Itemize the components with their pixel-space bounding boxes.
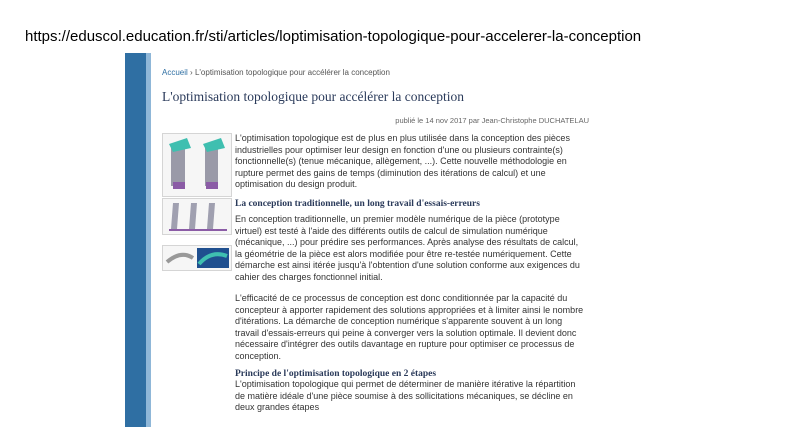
bracket-base-shape [171, 148, 185, 186]
bracket-optimized-shape [205, 148, 218, 186]
site-sidebar-edge [146, 53, 151, 427]
bracket-optimized-foot [206, 182, 218, 189]
part-iteration-1 [171, 203, 179, 229]
bracket-optimized-top [203, 138, 225, 152]
part-iteration-2 [189, 203, 197, 229]
breadcrumb-home-link[interactable]: Accueil [162, 68, 188, 77]
article-title: L'optimisation topologique pour accélérer la conception [162, 89, 464, 104]
breadcrumb [162, 68, 390, 77]
simulation-image [162, 245, 232, 271]
bracket-optimization-image [162, 133, 232, 197]
breadcrumb-current: L'optimisation topologique pour accélérer la conception [194, 68, 390, 77]
simulation-part-gray [167, 255, 193, 262]
part-iterations-image [162, 198, 232, 235]
paragraph-1: L'optimisation topologique est de plus en plus utilisée dans la conception des pièces industrielles pour optimiser leur design en fonction d'une ou plusieurs contrainte(s) fonctionnelle(s) (tenue mécanique, allègement, ...). Cette nouvelle méthodologie en rupture permet des gains de temps (diminution des itérations de calcul) et une optimisation du design produit. [235, 133, 570, 189]
simulation-panel [197, 248, 229, 268]
article-screenshot [125, 53, 619, 427]
paragraph-2: En conception traditionnelle, un premier modèle numérique de la pièce (prototype virtuel) est testé à l'aide des différents outils de calcul de simulation numérique (mécanique, ...) pour prédire ses performances. Après analyse des résultats de calcul, la géométrie de la pièce est alors modifiée pour être re-testée numériquement. Cette démarche est ainsi itérée jusqu'à l'obtention d'une solution conforme aux exigences du cahier des charges fonctionnel initial. [235, 214, 580, 282]
section-heading-topology-principle: Principe de l'optimisation topologique en 2 étapes [235, 369, 437, 379]
part-iterations-illustration [163, 199, 231, 234]
url-caption: https://eduscol.education.fr/sti/articles/loptimisation-topologique-pour-accelerer-la-conception [25, 28, 642, 45]
paragraph-4: L'optimisation topologique qui permet de déterminer de manière itérative la répartition de matière idéale d'une pièce soumise à des sollicitations mécaniques, se décline en deux grandes étapes [235, 379, 576, 412]
paragraph-3: L'efficacité de ce processus de conception est donc conditionnée par la capacité du concepteur à apporter rapidement des solutions appropriées et à limiter ainsi le nombre d'itérations. La démarche de conception numérique s'apparente souvent à un long travail d'essais-erreurs qui peine à converger vers la solution optimale. Il devient donc nécessaire d'intégrer des outils davantage en rupture pour optimiser ce processus de conception. [235, 293, 584, 361]
part-iterations-base [169, 229, 227, 231]
bracket-optimization-illustration [163, 134, 231, 196]
article-meta: publié le 14 nov 2017 par Jean-Christophe DUCHATELAU [395, 116, 589, 125]
breadcrumb-separator: › [190, 68, 193, 77]
bracket-foot [173, 182, 185, 189]
bracket-top-load [169, 138, 191, 152]
section-heading-traditional-design: La conception traditionnelle, un long travail d'essais-erreurs [235, 199, 480, 209]
simulation-illustration [163, 246, 231, 270]
part-iteration-3 [207, 203, 215, 229]
